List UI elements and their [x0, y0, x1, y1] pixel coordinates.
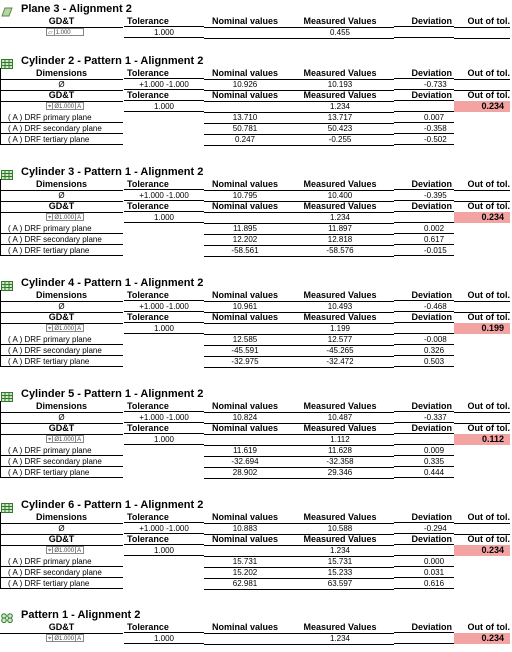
table-row [0, 223, 512, 234]
tolerance-value: 1.000 [124, 101, 204, 112]
pattern-icon [1, 610, 13, 620]
header-row [0, 90, 512, 101]
measured-value: 29.346 [286, 467, 394, 479]
col-header: Out of tol. [454, 622, 510, 634]
col-header: GD&T [0, 622, 123, 634]
feature-control-frame [46, 213, 84, 221]
nominal-value: 28.902 [204, 467, 286, 479]
drf-label: ( A ) DRF tertiary plane [0, 134, 123, 145]
col-header: Dimensions [0, 401, 123, 413]
drf-label: ( A ) DRF tertiary plane [0, 245, 123, 256]
measured-value: 50.423 [286, 123, 394, 135]
col-header: Measured Values [286, 622, 394, 634]
nominal-value: 11.619 [204, 445, 286, 457]
deviation-value [394, 323, 454, 334]
measured-value: 1.234 [286, 545, 394, 557]
section-title-text: Cylinder 3 - Pattern 1 - Alignment 2 [21, 166, 204, 178]
measured-value: -58.576 [286, 245, 394, 257]
table-row [0, 123, 512, 134]
cylinder-section [0, 387, 512, 487]
table-row [0, 445, 512, 456]
feature-control-frame [46, 435, 84, 443]
col-header: Deviation [394, 290, 454, 301]
deviation-value [394, 212, 454, 223]
fcf-compartment: A [77, 326, 82, 332]
feature-control-frame [46, 28, 84, 36]
col-header: Out of tol. [454, 201, 510, 213]
fcf-compartment: ⌖ [48, 548, 52, 554]
deviation-value: 0.617 [394, 234, 454, 245]
row-border [0, 290, 1, 367]
cylinder-icon [1, 167, 13, 177]
col-header: Measured Values [286, 16, 394, 28]
feature-control-frame [46, 634, 84, 642]
header-row [0, 423, 512, 434]
col-header: Measured Values [286, 312, 394, 324]
deviation-value: -0.395 [394, 190, 454, 201]
out-of-tolerance-badge: 0.234 [454, 545, 510, 556]
cylinder-icon [1, 500, 13, 510]
deviation-value: -0.358 [394, 123, 454, 134]
table-row [0, 112, 512, 123]
measured-value: 10.400 [286, 190, 394, 202]
nominal-value: 10.961 [204, 301, 286, 313]
col-header: Measured Values [286, 423, 394, 435]
nominal-value: 11.895 [204, 223, 286, 235]
col-header: Tolerance [124, 179, 204, 190]
section-title-text: Pattern 1 - Alignment 2 [21, 609, 141, 621]
deviation-value [394, 633, 454, 644]
deviation-value: 0.031 [394, 567, 454, 578]
measured-value: 1.234 [286, 101, 394, 113]
col-header: Dimensions [0, 290, 123, 302]
drf-label: ( A ) DRF secondary plane [0, 567, 123, 578]
nominal-value: 15.202 [204, 567, 286, 579]
col-header: Out of tol. [454, 312, 510, 324]
col-header: Deviation [394, 512, 454, 523]
dimension-symbol: Ø [0, 412, 123, 424]
section-title [0, 54, 512, 68]
dimension-symbol: Ø [0, 79, 123, 91]
drf-label: ( A ) DRF tertiary plane [0, 356, 123, 367]
tolerance-value: 1.000 [124, 545, 204, 556]
fcf-compartment: ⌖ [48, 326, 52, 332]
table-row [0, 467, 512, 478]
section-title [0, 387, 512, 401]
section-title-text: Cylinder 5 - Pattern 1 - Alignment 2 [21, 388, 204, 400]
table-row [0, 556, 512, 567]
col-header: Out of tol. [454, 512, 510, 524]
col-header: Tolerance [124, 312, 204, 323]
col-header: Nominal values [204, 201, 286, 213]
nominal-value [204, 27, 286, 39]
table-row [0, 578, 512, 589]
col-header: GD&T [0, 90, 123, 102]
deviation-value: -0.337 [394, 412, 454, 423]
nominal-value: 62.981 [204, 578, 286, 590]
col-header: Nominal values [204, 512, 286, 524]
col-header: Deviation [394, 401, 454, 412]
tolerance-value: 1.000 [124, 27, 204, 38]
col-header: Nominal values [204, 423, 286, 435]
fcf-compartment: ⌖ [48, 215, 52, 221]
dimension-symbol: Ø [0, 301, 123, 313]
deviation-value: 0.009 [394, 445, 454, 456]
row-border [0, 512, 1, 589]
table-row [0, 301, 512, 312]
table-row [0, 245, 512, 256]
col-header: Out of tol. [454, 68, 510, 80]
col-header: Deviation [394, 201, 454, 212]
cylinder-section [0, 165, 512, 265]
measured-value: 10.487 [286, 412, 394, 424]
header-row [0, 401, 512, 412]
col-header: Tolerance [124, 534, 204, 545]
header-row [0, 179, 512, 190]
col-header: Tolerance [124, 290, 204, 301]
table-row [0, 545, 512, 556]
tolerance-value: +1.000 -1.000 [124, 523, 204, 534]
nominal-value: -45.591 [204, 345, 286, 357]
table-row [0, 134, 512, 145]
nominal-value: 10.883 [204, 523, 286, 535]
fcf-compartment: ⌖ [48, 636, 52, 642]
col-header: Deviation [394, 622, 454, 633]
section-title-text: Plane 3 - Alignment 2 [21, 3, 132, 15]
fcf-compartment: A [77, 636, 82, 642]
header-row [0, 622, 512, 633]
col-header: Out of tol. [454, 90, 510, 102]
drf-label: ( A ) DRF primary plane [0, 112, 123, 123]
table-row [0, 434, 512, 445]
table-row [0, 412, 512, 423]
col-header: Tolerance [124, 622, 204, 633]
tolerance-value: 1.000 [124, 323, 204, 334]
col-header: Deviation [394, 90, 454, 101]
plane-icon [1, 4, 13, 14]
col-header: Dimensions [0, 179, 123, 191]
col-header: Nominal values [204, 179, 286, 191]
out-of-tolerance-badge: 0.199 [454, 323, 510, 334]
header-row [0, 290, 512, 301]
col-header: GD&T [0, 201, 123, 213]
table-row [0, 190, 512, 201]
header-row [0, 312, 512, 323]
measured-value: 10.588 [286, 523, 394, 535]
col-header: Dimensions [0, 512, 123, 524]
deviation-value: 0.326 [394, 345, 454, 356]
tolerance-value: +1.000 -1.000 [124, 190, 204, 201]
col-header: GD&T [0, 423, 123, 435]
cylinder-section [0, 54, 512, 154]
deviation-value: -0.008 [394, 334, 454, 345]
plane-section [0, 2, 512, 36]
measured-value: 15.731 [286, 556, 394, 568]
drf-label: ( A ) DRF secondary plane [0, 123, 123, 134]
measured-value: 1.234 [286, 212, 394, 224]
col-header: GD&T [0, 312, 123, 324]
section-title-text: Cylinder 6 - Pattern 1 - Alignment 2 [21, 499, 204, 511]
deviation-value: 0.335 [394, 456, 454, 467]
col-header: Measured Values [286, 401, 394, 413]
drf-label: ( A ) DRF primary plane [0, 445, 123, 456]
col-header: Measured Values [286, 534, 394, 546]
deviation-value: -0.468 [394, 301, 454, 312]
col-header: Out of tol. [454, 290, 510, 302]
measured-value: -45.265 [286, 345, 394, 357]
tolerance-value: +1.000 -1.000 [124, 412, 204, 423]
col-header: Out of tol. [454, 534, 510, 546]
nominal-value: 0.247 [204, 134, 286, 146]
col-header: GD&T [0, 16, 123, 28]
feature-control-frame [46, 102, 84, 110]
col-header: Measured Values [286, 179, 394, 191]
dimension-symbol: Ø [0, 190, 123, 202]
nominal-value: -32.694 [204, 456, 286, 468]
header-row [0, 534, 512, 545]
nominal-value: 12.202 [204, 234, 286, 246]
fcf-compartment: 1.000 [55, 30, 71, 36]
measured-value: 13.717 [286, 112, 394, 124]
out-value [454, 27, 510, 39]
col-header: Out of tol. [454, 16, 510, 28]
col-header: Nominal values [204, 312, 286, 324]
col-header: Tolerance [124, 401, 204, 412]
table-row [0, 234, 512, 245]
row-border [0, 68, 1, 145]
col-header: Measured Values [286, 68, 394, 80]
fcf-compartment: A [77, 215, 82, 221]
col-header: Tolerance [124, 16, 204, 27]
col-header: Deviation [394, 312, 454, 323]
measured-value: -32.472 [286, 356, 394, 368]
col-header: Nominal values [204, 290, 286, 302]
measured-value: 15.233 [286, 567, 394, 579]
col-header: Out of tol. [454, 401, 510, 413]
col-header: Tolerance [124, 201, 204, 212]
drf-label: ( A ) DRF secondary plane [0, 345, 123, 356]
fcf-compartment: Ø1.000 [54, 548, 75, 554]
col-header: Out of tol. [454, 423, 510, 435]
dimension-symbol: Ø [0, 523, 123, 535]
col-header: Nominal values [204, 90, 286, 102]
nominal-value: 10.926 [204, 79, 286, 91]
col-header: Nominal values [204, 68, 286, 80]
col-header: Tolerance [124, 68, 204, 79]
deviation-value [394, 434, 454, 445]
nominal-value: -58.561 [204, 245, 286, 257]
fcf-compartment: Ø1.000 [54, 215, 75, 221]
header-row [0, 201, 512, 212]
table-row [0, 79, 512, 90]
feature-control-frame [46, 546, 84, 554]
section-title [0, 498, 512, 512]
tolerance-value: 1.000 [124, 212, 204, 223]
col-header: Deviation [394, 179, 454, 190]
deviation-value [394, 27, 454, 38]
tolerance-value: +1.000 -1.000 [124, 79, 204, 90]
drf-label: ( A ) DRF tertiary plane [0, 467, 123, 478]
col-header: Deviation [394, 534, 454, 545]
feature-control-frame [46, 324, 84, 332]
tolerance-value: 1.000 [124, 633, 204, 644]
col-header: Tolerance [124, 423, 204, 434]
col-header: Measured Values [286, 90, 394, 102]
col-header: Out of tol. [454, 179, 510, 191]
cylinder-icon [1, 56, 13, 66]
table-row [0, 27, 512, 38]
pattern-section [0, 608, 512, 648]
table-row [0, 356, 512, 367]
section-title [0, 608, 512, 622]
col-header: Nominal values [204, 534, 286, 546]
col-header: Measured Values [286, 290, 394, 302]
measured-value: 0.455 [286, 27, 394, 39]
measured-value: 1.234 [286, 633, 394, 645]
section-title [0, 165, 512, 179]
drf-label: ( A ) DRF tertiary plane [0, 578, 123, 589]
row-border [0, 401, 1, 478]
fcf-compartment: Ø1.000 [54, 104, 75, 110]
deviation-value [394, 545, 454, 556]
table-row [0, 212, 512, 223]
table-row [0, 456, 512, 467]
drf-label: ( A ) DRF secondary plane [0, 456, 123, 467]
header-row [0, 68, 512, 79]
nominal-value: 10.824 [204, 412, 286, 424]
col-header: Measured Values [286, 201, 394, 213]
col-header: Nominal values [204, 622, 286, 634]
drf-label: ( A ) DRF primary plane [0, 223, 123, 234]
out-of-tolerance-badge: 0.234 [454, 633, 510, 644]
section-title [0, 276, 512, 290]
cylinder-icon [1, 389, 13, 399]
header-row [0, 512, 512, 523]
table-row [0, 101, 512, 112]
nominal-value: -32.975 [204, 356, 286, 368]
table-row [0, 523, 512, 534]
table-row [0, 633, 512, 644]
deviation-value: 0.002 [394, 223, 454, 234]
drf-label: ( A ) DRF primary plane [0, 334, 123, 345]
measured-value: 10.193 [286, 79, 394, 91]
nominal-value: 10.795 [204, 190, 286, 202]
drf-label: ( A ) DRF primary plane [0, 556, 123, 567]
fcf-compartment: A [77, 548, 82, 554]
drf-label: ( A ) DRF secondary plane [0, 234, 123, 245]
fcf-compartment: A [77, 437, 82, 443]
deviation-value: -0.502 [394, 134, 454, 145]
nominal-value: 12.585 [204, 334, 286, 346]
deviation-value [394, 101, 454, 112]
measured-value: 63.597 [286, 578, 394, 590]
measured-value: 12.818 [286, 234, 394, 246]
col-header: Nominal values [204, 401, 286, 413]
section-title-text: Cylinder 2 - Pattern 1 - Alignment 2 [21, 55, 204, 67]
col-header: Measured Values [286, 512, 394, 524]
measured-value: 11.897 [286, 223, 394, 235]
col-header: Deviation [394, 68, 454, 79]
nominal-value: 15.731 [204, 556, 286, 568]
deviation-value: 0.000 [394, 556, 454, 567]
section-title-text: Cylinder 4 - Pattern 1 - Alignment 2 [21, 277, 204, 289]
nominal-value [204, 633, 286, 645]
fcf-compartment: ⌖ [48, 104, 52, 110]
measured-value: 1.199 [286, 323, 394, 335]
col-header: Deviation [394, 16, 454, 27]
measured-value: 11.628 [286, 445, 394, 457]
col-header: Dimensions [0, 68, 123, 80]
deviation-value: 0.503 [394, 356, 454, 367]
deviation-value: 0.616 [394, 578, 454, 589]
out-of-tolerance-badge: 0.112 [454, 434, 510, 445]
tolerance-value: 1.000 [124, 434, 204, 445]
measured-value: -0.255 [286, 134, 394, 146]
cylinder-section [0, 498, 512, 598]
col-header: Deviation [394, 423, 454, 434]
fcf-compartment: Ø1.000 [54, 636, 75, 642]
deviation-value: -0.015 [394, 245, 454, 256]
deviation-value: 0.444 [394, 467, 454, 478]
table-row [0, 345, 512, 356]
measured-value: 1.112 [286, 434, 394, 446]
col-header: Tolerance [124, 90, 204, 101]
fcf-compartment: ⌖ [48, 437, 52, 443]
fcf-compartment: Ø1.000 [54, 437, 75, 443]
deviation-value: -0.733 [394, 79, 454, 90]
out-of-tolerance-badge: 0.234 [454, 212, 510, 223]
col-header: Nominal values [204, 16, 286, 28]
header-row [0, 16, 512, 27]
measured-value: 12.577 [286, 334, 394, 346]
cylinder-icon [1, 278, 13, 288]
table-row [0, 323, 512, 334]
measured-value: -32.358 [286, 456, 394, 468]
fcf-compartment: ▱ [48, 30, 53, 36]
nominal-value: 13.710 [204, 112, 286, 124]
deviation-value: 0.007 [394, 112, 454, 123]
section-title [0, 2, 512, 16]
nominal-value: 50.781 [204, 123, 286, 135]
cylinder-section [0, 276, 512, 376]
col-header: GD&T [0, 534, 123, 546]
table-row [0, 334, 512, 345]
deviation-value: -0.294 [394, 523, 454, 534]
col-header: Tolerance [124, 512, 204, 523]
tolerance-value: +1.000 -1.000 [124, 301, 204, 312]
out-of-tolerance-badge: 0.234 [454, 101, 510, 112]
fcf-compartment: Ø1.000 [54, 326, 75, 332]
row-border [0, 179, 1, 256]
fcf-compartment: A [77, 104, 82, 110]
table-row [0, 567, 512, 578]
measured-value: 10.493 [286, 301, 394, 313]
